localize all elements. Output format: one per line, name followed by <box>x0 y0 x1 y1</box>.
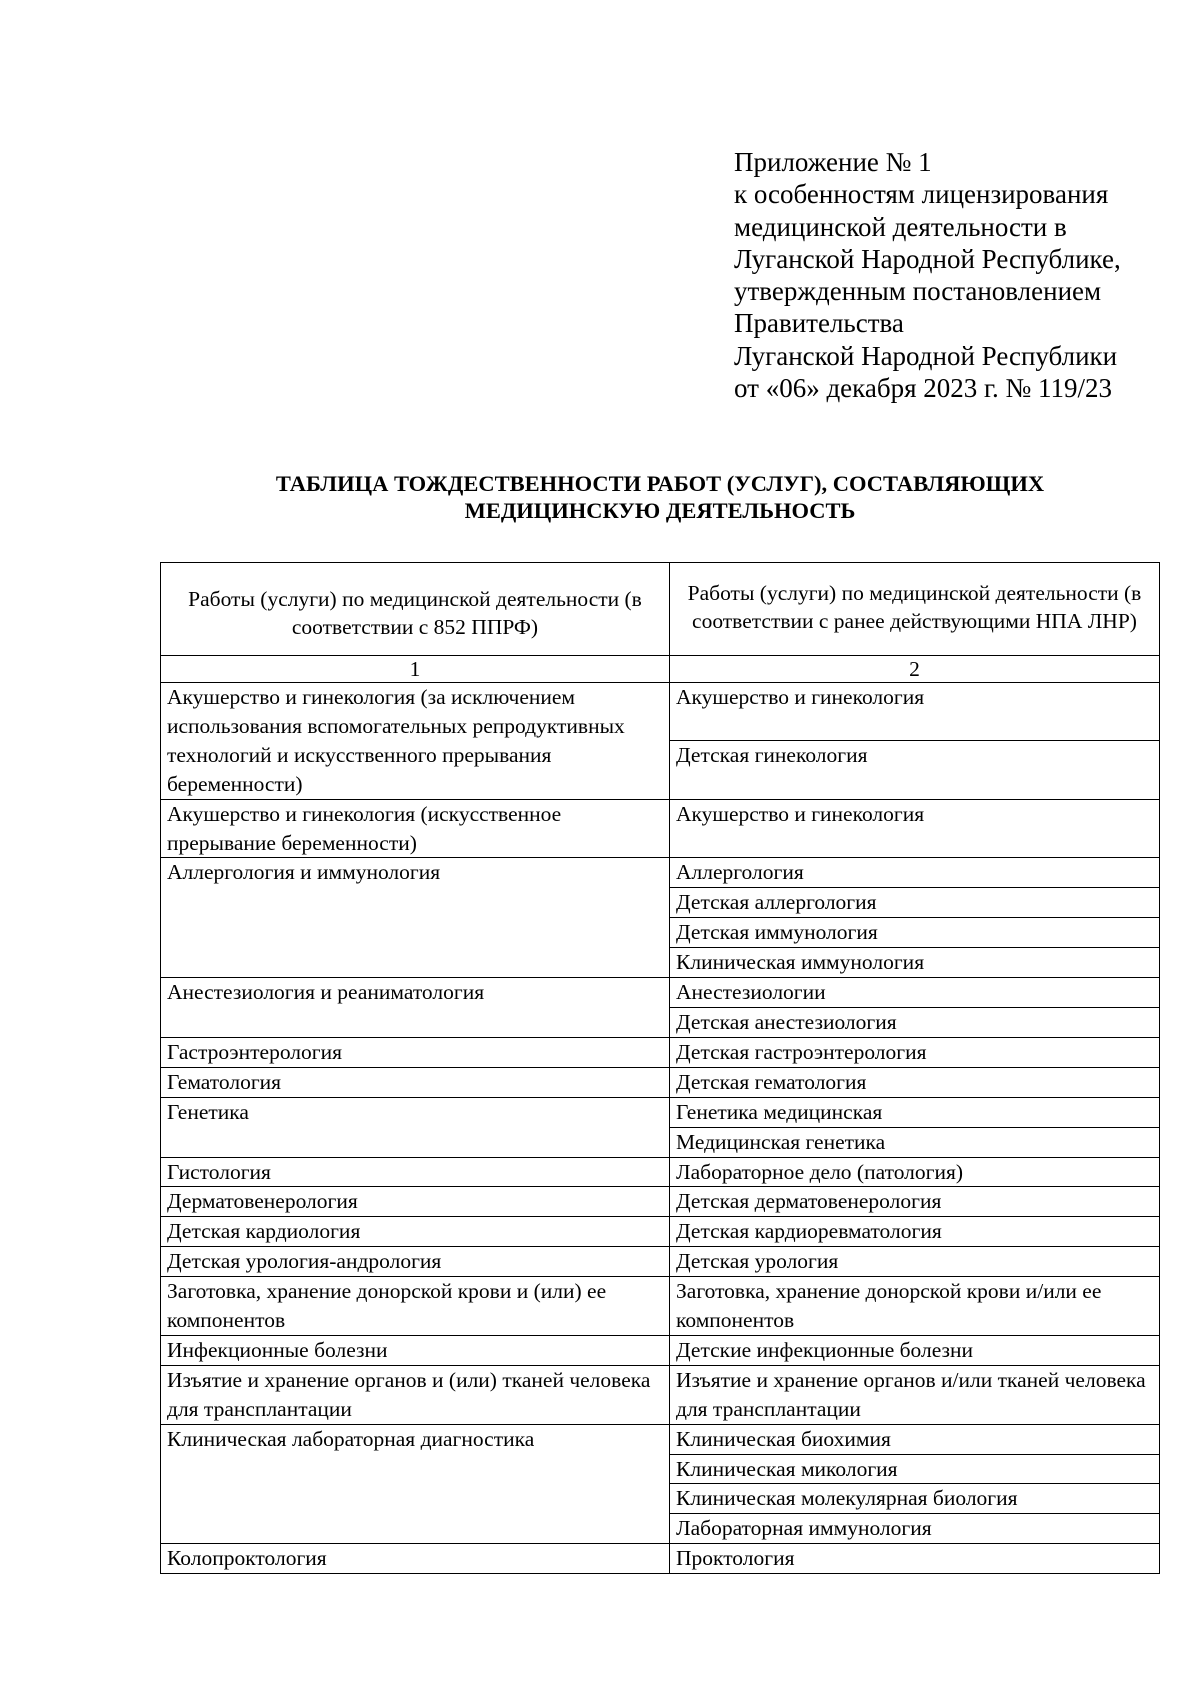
appendix-line: Луганской Народной Республики <box>734 340 1118 371</box>
table-cell-852-work: Детская урология-андрология <box>161 1247 670 1277</box>
column-number-1: 1 <box>161 656 670 683</box>
table-cell-lnr-work: Медицинская генетика <box>670 1127 1160 1157</box>
table-row <box>161 1335 1160 1365</box>
header-cell-col2: Работы (услуги) по медицинской деятельности (в соответствии с ранее действующими НПА ЛНР) <box>670 563 1160 656</box>
header-cell-col1: Работы (услуги) по медицинской деятельности (в соответствии с 852 ППРФ) <box>161 563 670 656</box>
table-cell-lnr-work: Детские инфекционные болезни <box>670 1335 1160 1365</box>
identity-table <box>160 562 1160 1574</box>
table-cell-lnr-work: Детская аллергология <box>670 888 1160 918</box>
column-number-row <box>161 656 1160 683</box>
appendix-line: от «06» декабря 2023 г. № 119/23 <box>734 373 1113 404</box>
table-cell-852-work: Дерматовенерология <box>161 1187 670 1217</box>
table-cell-lnr-work: Клиническая молекулярная биология <box>670 1484 1160 1514</box>
table-cell-852-work: Акушерство и гинекология (за исключением использования вспомогательных репродуктивных технологий и искусственного прерывания беременности) <box>161 683 670 800</box>
table-row <box>161 858 1160 888</box>
table-cell-lnr-work: Заготовка, хранение донорской крови и/или ее компонентов <box>670 1277 1160 1336</box>
table-row <box>161 683 1160 741</box>
table-cell-lnr-work: Акушерство и гинекология <box>670 683 1160 741</box>
table-cell-lnr-work: Лабораторная иммунология <box>670 1514 1160 1544</box>
table-cell-lnr-work: Детская гинекология <box>670 741 1160 799</box>
table-cell-852-work: Гастроэнтерология <box>161 1037 670 1067</box>
table-cell-lnr-work: Анестезиологии <box>670 978 1160 1008</box>
table-header-row <box>161 563 1160 656</box>
table-row <box>161 1277 1160 1336</box>
table-cell-852-work: Аллергология и иммунология <box>161 858 670 978</box>
table-cell-lnr-work: Клиническая иммунология <box>670 948 1160 978</box>
table-cell-852-work: Акушерство и гинекология (искусственное прерывание беременности) <box>161 799 670 858</box>
table-cell-lnr-work: Детская урология <box>670 1247 1160 1277</box>
table-cell-lnr-work: Акушерство и гинекология <box>670 799 1160 858</box>
table-cell-lnr-work: Генетика медицинская <box>670 1097 1160 1127</box>
document-title <box>160 470 1160 524</box>
table-row <box>161 1187 1160 1217</box>
table-cell-852-work: Изъятие и хранение органов и (или) тканей человека для трансплантации <box>161 1365 670 1424</box>
table-cell-852-work: Инфекционные болезни <box>161 1335 670 1365</box>
table-cell-852-work: Детская кардиология <box>161 1217 670 1247</box>
table-cell-lnr-work: Проктология <box>670 1544 1160 1574</box>
table-cell-lnr-work: Детская гематология <box>670 1067 1160 1097</box>
column-number-2: 2 <box>670 656 1160 683</box>
document-title-line: ТАБЛИЦА ТОЖДЕСТВЕННОСТИ РАБОТ (УСЛУГ), СОСТАВЛЯЮЩИХ <box>275 471 1045 496</box>
table-row <box>161 1247 1160 1277</box>
table-row <box>161 799 1160 858</box>
table-cell-852-work: Клиническая лабораторная диагностика <box>161 1424 670 1544</box>
table-cell-lnr-work: Детская кардиоревматология <box>670 1217 1160 1247</box>
table-row <box>161 1037 1160 1067</box>
table-cell-852-work: Гематология <box>161 1067 670 1097</box>
appendix-line: медицинской деятельности в <box>734 211 1067 242</box>
appendix-note <box>734 146 1184 404</box>
table-cell-lnr-work: Аллергология <box>670 858 1160 888</box>
table-cell-lnr-work: Клиническая микология <box>670 1454 1160 1484</box>
appendix-line: утвержденным постановлением <box>734 276 1102 307</box>
table-row <box>161 1157 1160 1187</box>
table-cell-lnr-work: Клиническая биохимия <box>670 1424 1160 1454</box>
table-cell-852-work: Генетика <box>161 1097 670 1157</box>
table-body <box>161 683 1160 1574</box>
appendix-line: Луганской Народной Республике, <box>734 243 1121 274</box>
table-row <box>161 1097 1160 1127</box>
appendix-line: Правительства <box>734 308 904 339</box>
appendix-line: Приложение № 1 <box>734 147 932 177</box>
table-cell-lnr-work: Изъятие и хранение органов и/или тканей человека для трансплантации <box>670 1365 1160 1424</box>
table-cell-lnr-work: Детская анестезиология <box>670 1007 1160 1037</box>
table-row <box>161 978 1160 1008</box>
table-row <box>161 1365 1160 1424</box>
table-cell-lnr-work: Детская иммунология <box>670 918 1160 948</box>
table-row <box>161 1544 1160 1574</box>
table-cell-lnr-work: Детская гастроэнтерология <box>670 1037 1160 1067</box>
table-cell-lnr-work: Детская дерматовенерология <box>670 1187 1160 1217</box>
table-row <box>161 1217 1160 1247</box>
table-cell-852-work: Заготовка, хранение донорской крови и (или) ее компонентов <box>161 1277 670 1336</box>
table-row <box>161 1067 1160 1097</box>
table-cell-852-work: Анестезиология и реаниматология <box>161 978 670 1038</box>
document-title-line: МЕДИЦИНСКУЮ ДЕЯТЕЛЬНОСТЬ <box>464 498 856 523</box>
appendix-line: к особенностям лицензирования <box>734 179 1109 210</box>
table-cell-lnr-work: Лабораторное дело (патология) <box>670 1157 1160 1187</box>
table-cell-852-work: Гистология <box>161 1157 670 1187</box>
table-cell-852-work: Колопроктология <box>161 1544 670 1574</box>
table-row <box>161 1424 1160 1454</box>
